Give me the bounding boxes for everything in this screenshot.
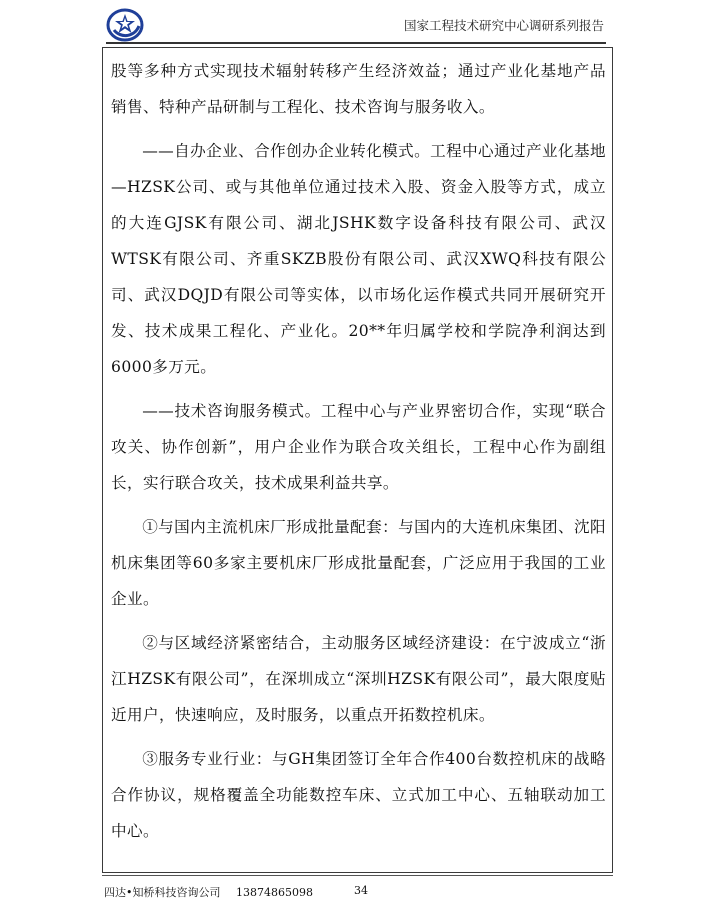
- report-series-title: 国家工程技术研究中心调研系列报告: [403, 18, 604, 33]
- footer-divider: [102, 875, 613, 876]
- paragraph-item-2: ②与区域经济紧密结合，主动服务区域经济建设：在宁波成立“浙江HZSK有限公司”，在深圳成立“深圳HZSK有限公司”，最大限度贴近用户，快速响应，及时服务，以重点开拓数控机床。: [111, 634, 606, 724]
- paragraph-continuation: 股等多种方式实现技术辐射转移产生经济效益；通过产业化基地产品销售、特种产品研制与工程化、技术咨询与服务收入。: [111, 62, 606, 116]
- page-number: 34: [354, 884, 368, 897]
- company-logo: [106, 8, 144, 42]
- paragraph-item-3: ③服务专业行业：与GH集团签订全年合作400台数控机床的战略合作协议，规格覆盖全功能数控车床、立式加工中心、五轴联动加工中心。: [111, 750, 606, 840]
- footer-company: 四达•知桥科技咨询公司: [104, 886, 221, 899]
- content-frame: [102, 47, 613, 873]
- paragraph-item-1: ①与国内主流机床厂形成批量配套：与国内的大连机床集团、沈阳机床集团等60多家主要机床厂形成批量配套，广泛应用于我国的工业企业。: [111, 518, 607, 608]
- footer-phone: 13874865098: [236, 886, 313, 899]
- body-text: [111, 53, 606, 849]
- paragraph-consulting-service-model: ——技术咨询服务模式。工程中心与产业界密切合作，实现“联合攻关、协作创新”，用户企业作为联合攻关组长，工程中心作为副组长，实行联合攻关，技术成果利益共享。: [111, 402, 606, 492]
- header-divider: [106, 42, 606, 44]
- footer: [104, 884, 313, 900]
- paragraph-self-run-enterprise-model: ——自办企业、合作创办企业转化模式。工程中心通过产业化基地—HZSK公司、或与其他单位通过技术入股、资金入股等方式，成立的大连GJSK有限公司、湖北JSHK数字设备科技有限公司、武汉WTSK有限公司、齐重SKZB股份有限公司、武汉XWQ科技有限公司、武汉DQJD有限公司等实体，以市场化运作模式共同开展研究开发、技术成果工程化、产业化。20**年归属学校和学院净利润达到6000多万元。: [111, 142, 607, 376]
